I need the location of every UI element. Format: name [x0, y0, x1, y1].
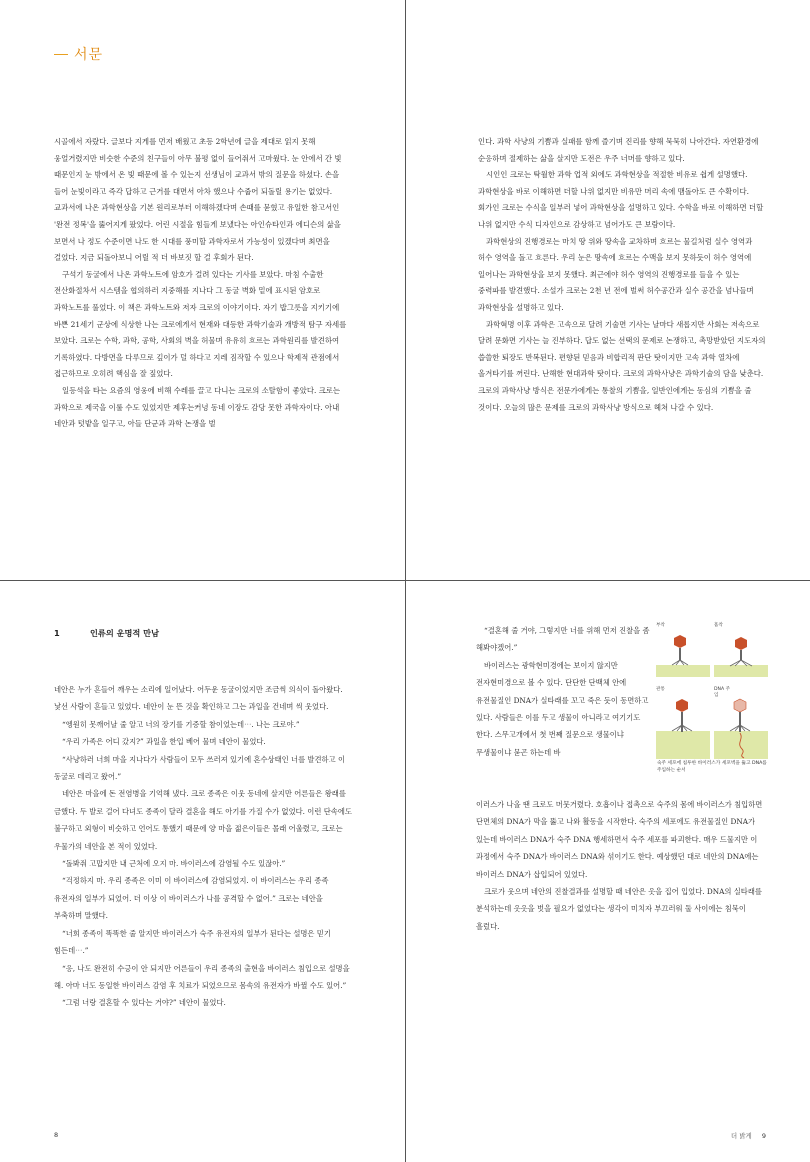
phage-attach [672, 635, 688, 665]
paragraph: 과학혁명 이후 과학은 고속으로 달려 기술면 기사는 날마다 새롭지만 사회는 저속으로 달려 문화면 기사는 늘 진부하다. 답도 없는 선택의 문제로 논쟁하고, 촉망받았던 지도자의 씁쓸한 퇴장도 반복된다. 편향된 믿음과 비합리적 판단 탓이지만 고속 과학 열차에 올겨타기를 꺼린다. 난해한 현대과학 탓이다. 크로의 과학사냥은 과학기술의 담을 낮춘다. 크로의 과학사냥 방식은 전문가에게는 통찰의 기쁨을, 일반인에게는 동심의 기쁨을 줄 것이다. 오늘의 많은 문제를 크로의 과학사냥 방식으로 헤쳐 나갈 수 있다. [478, 319, 766, 412]
paragraph: 일등석을 타는 요즘의 영웅에 비해 수레를 끌고 다니는 크로의 소탈함이 좋았다. 크로는 과학으로 제국을 이룰 수도 있었지만 제후는커녕 동네 이장도 감당 못한 과학자이다. 아내 네안과 텃밭을 일구고, 아들 단군과 과학 논쟁을 벌 [54, 385, 341, 429]
paragraph: 바이러스는 광학현미경에는 보이지 않지만 전자현미경으로 볼 수 있다. 단단한 단백체 안에 유전물질인 DNA가 실타래를 꼬고 죽은 듯이 동면하고 있다. 사람들은 이를 두고 생물이 아니라고 여기기도 한다. 스무고개에서 첫 번째 질문으로 생물이냐 무생물이냐 묻곤 하는데 바 [476, 660, 649, 757]
dialogue: “응, 나도 완전히 수긍이 안 되지만 어른들이 우리 종족의 출현을 바이러스 침입으로 설명을 해. 아마 너도 동일한 바이러스 감염 후 치료가 되었으므로 몸속의 유전자가 바뀔 수도 있어.” [54, 963, 350, 990]
cell-membrane [714, 665, 768, 677]
dialogue: “결혼해 줄 거야, 그렇지만 너를 위해 먼저 진찰을 좀 해봐야겠어.” [476, 626, 650, 653]
paragraph: 시인인 크로는 탁월한 과학 업적 외에도 과학현상을 적절한 비유로 쉽게 설명했다. 과학현상을 바로 이해하면 더할 나위 없지만 비유만 머리 속에 맴돌아도 큰 수확이다. 회가인 크로는 수식을 일부러 넣어 과학현상을 설명하고 있다. 수학을 바로 이해하면 더할 나위 없지만 수식 디자인으로 감상하고 넘어가도 큰 보람이다. [478, 170, 764, 229]
preface-title-row [54, 44, 103, 64]
dialogue: “돌봐줘 고맙지만 내 근처에 오지 마. 바이러스에 감염될 수도 있잖아.” [62, 859, 286, 869]
cell-membrane [656, 731, 710, 759]
preface-body-continued [478, 134, 766, 416]
running-head: 더 밝게 [730, 1132, 752, 1140]
paragraph: 네안은 누가 흔들어 깨우는 소리에 일어났다. 어두운 동굴이었지만 조금씩 의식이 돌아왔다. 낯선 사람이 흔들고 있었다. 네안이 눈 뜬 것을 확인하고 그는 과일을 건네며 씩 웃었다. [54, 685, 343, 712]
figure-label-adsorb: 흡착 [714, 623, 723, 628]
dialogue: “그럼 너랑 결혼할 수 있다는 거야?” 네안이 물었다. [62, 998, 226, 1008]
paragraph: 과학현상의 진행경로는 마치 땅 위와 땅속을 교차하며 흐르는 물길처럼 실수 영역과 허수 영역을 돌고 흐른다. 우리 눈은 땅속에 흐르는 수맥을 보지 못하듯이 허수 영역에 일어나는 과학현상을 보지 못했다. 최근에야 허수 영역의 진행경로를 들을 수 있는 중력파를 발견했다. 소설가 크로는 2천 년 전에 벌써 허수공간과 실수 공간을 넘나들며 과학현상을 설명하고 있다. [478, 236, 754, 312]
dialogue: “너희 종족이 똑똑한 줄 알지만 바이러스가 숙주 유전자의 일부가 된다는 설명은 믿기 힘든데⋯.” [54, 928, 331, 956]
phage-penetrate [672, 699, 692, 732]
preface-body [54, 134, 352, 433]
cell-membrane [656, 665, 710, 677]
page-title: 서문 [74, 47, 104, 63]
dialogue: “엥원히 못깨어날 줄 알고 너의 장기를 기증할 참이었는데⋯. 나는 크로야.” [62, 719, 300, 729]
dialogue: “걱정하지 마. 우리 종족은 이미 이 바이러스에 감염되었지. 이 바이러스는 우리 종족 유전자의 일부가 되었어. 더 이상 이 바이러스가 나를 공격할 수 없어.” 크로는 네안을 부축하며 말했다. [54, 876, 329, 921]
figure-label-penetrate: 관통 [656, 687, 665, 692]
dialogue: “사냥하러 너희 마을 지나다가 사람들이 모두 쓰러져 있기에 혼수상태인 너를 발견하고 이 동굴로 데리고 왔어.” [54, 754, 345, 782]
paragraph: 크로가 웃으며 네안의 진찰결과를 설명할 때 네안은 옷을 집어 입었다. DNA의 실타래를 분석하는데 옷옷을 벗을 필요가 없었다는 생각이 미치자 부끄러워 둘 사이에는 침묵이 흘렀다. [476, 887, 762, 931]
virus-diagram [656, 623, 768, 759]
page-8 [0, 581, 405, 1162]
page-number: 9 [761, 1132, 766, 1140]
page-preface-2 [406, 0, 810, 580]
figure-label-attach: 부착 [656, 623, 665, 628]
page-9 [406, 581, 810, 1162]
page-number: 8 [54, 1131, 59, 1139]
chapter-number: 1 [54, 628, 60, 638]
paragraph: 인다. 과학 사냥의 기쁨과 실패를 함께 즐기며 진리를 향해 묵묵히 나아간다. 자연환경에 순응하며 절제하는 삶을 살지만 도전은 우주 너머를 향하고 있다. [478, 137, 759, 163]
page-preface-1 [0, 0, 405, 580]
figure-label-dna-injection: DNA 주입 [714, 687, 731, 698]
chapter-heading [54, 628, 159, 639]
title-dash [54, 54, 68, 55]
dialogue: “우리 가족은 어디 갔지?” 과일을 한입 베어 물며 네안이 물었다. [62, 737, 266, 747]
paragraph: 네안은 마을에 돈 전염병을 기억해 냈다. 크로 종족은 이웃 동네에 살지만 어른들은 왕래를 금했다. 두 발로 걸어 다녀도 종족이 달라 결혼을 해도 아기를 가질 수가 없었다. 이런 단속에도 불구하고 외형이 비슷하고 언어도 통했기 때문에 양 마을 젊은이들은 몰래 어울렸고, 크로는 우물가의 네안을 본 적이 있었다. [54, 789, 352, 851]
virus-infection-figure [656, 623, 768, 783]
paragraph: 시골에서 자랐다. 글보다 지게를 먼저 배웠고 초등 2학년에 글을 제대로 읽지 못해 웅얼거렸지만 비슷한 수준의 친구들이 아무 불평 없이 들어줘서 고마웠다. 눈 안에서 간 빛 때문인지 눈 밖에서 온 빛 때문에 볼 수 있는지 선생님이 교과서 밖의 질문을 하셨다. 손을 들어 눈빛이라고 즉각 답하고 근거를 대면서 아차 했으나 수줍어 되돌릴 용기는 없었다. 교과서에 나온 과학현상을 기본 원리로부터 이해하겠다며 손때를 묻혔고 유일한 참고서인 '완전 정복'을 뚫어지게 팠었다. 어린 시절을 힘들게 보냈다는 아인슈타인과 에디슨의 삶을 보면서 나 정도 수준이면 나도 한 시대를 풍미할 과학자로서 가능성이 있겠다며 최면을 걸었다. 지금 되돌아보니 어릴 적 더 바보짓 할 걸 후회가 된다. [54, 137, 342, 263]
chapter-title: 인류의 운명적 만남 [90, 628, 159, 638]
figure-caption: 숙주 세포에 침투한 바이러스가 세포벽을 뚫고 DNA를 주입하는 순서 [657, 761, 767, 773]
paragraph: 이러스가 나올 땐 크로도 머뭇거렸다. 호흡이나 접촉으로 숙주의 몸에 바이러스가 침입하면 단면체의 DNA가 막을 뚫고 나와 활동을 시작한다. 숙주의 세포에도 유전물질인 DNA가 있는데 바이러스 DNA가 숙주 DNA 행세하면서 숙주 세포를 파괴한다. 매우 드물지만 이 과정에서 숙주 DNA가 바이러스 DNA와 섞이기도 한다. 예상했던 대로 네안의 DNA에는 바이러스 DNA가 삽입되어 있었다. [476, 800, 763, 879]
phage-adsorb [730, 637, 752, 666]
paragraph: 구석기 동굴에서 나온 과학노트에 암호가 걸려 있다는 기사를 보았다. 마침 수출한 전산화절차서 시스템을 협의하러 지중해를 지나다 그 동굴 벽화 밑에 표시된 암호로 과학노트를 풀었다. 이 책은 과학노트와 저자 크로의 이야기이다. 자기 밥그릇을 지키기에 바쁜 21세기 군상에 식상한 나는 크로에게서 현재와 대등한 과학기술과 개방적 탐구 자세를 보았다. 크로는 수학, 과학, 공학, 사회의 벽을 허물며 유유히 흐르는 과학원리를 발견하여 기록하였다. 다방면을 다루므로 깊이가 덜 하다고 지레 짐작할 수 있으나 학제적 관점에서 접근하므로 오히려 핵심을 잘 짚었다. [54, 269, 347, 379]
chapter-body-bottom [476, 796, 765, 935]
page-footer [731, 1131, 766, 1140]
chapter-body-top [476, 622, 654, 761]
chapter-body [54, 681, 352, 1012]
